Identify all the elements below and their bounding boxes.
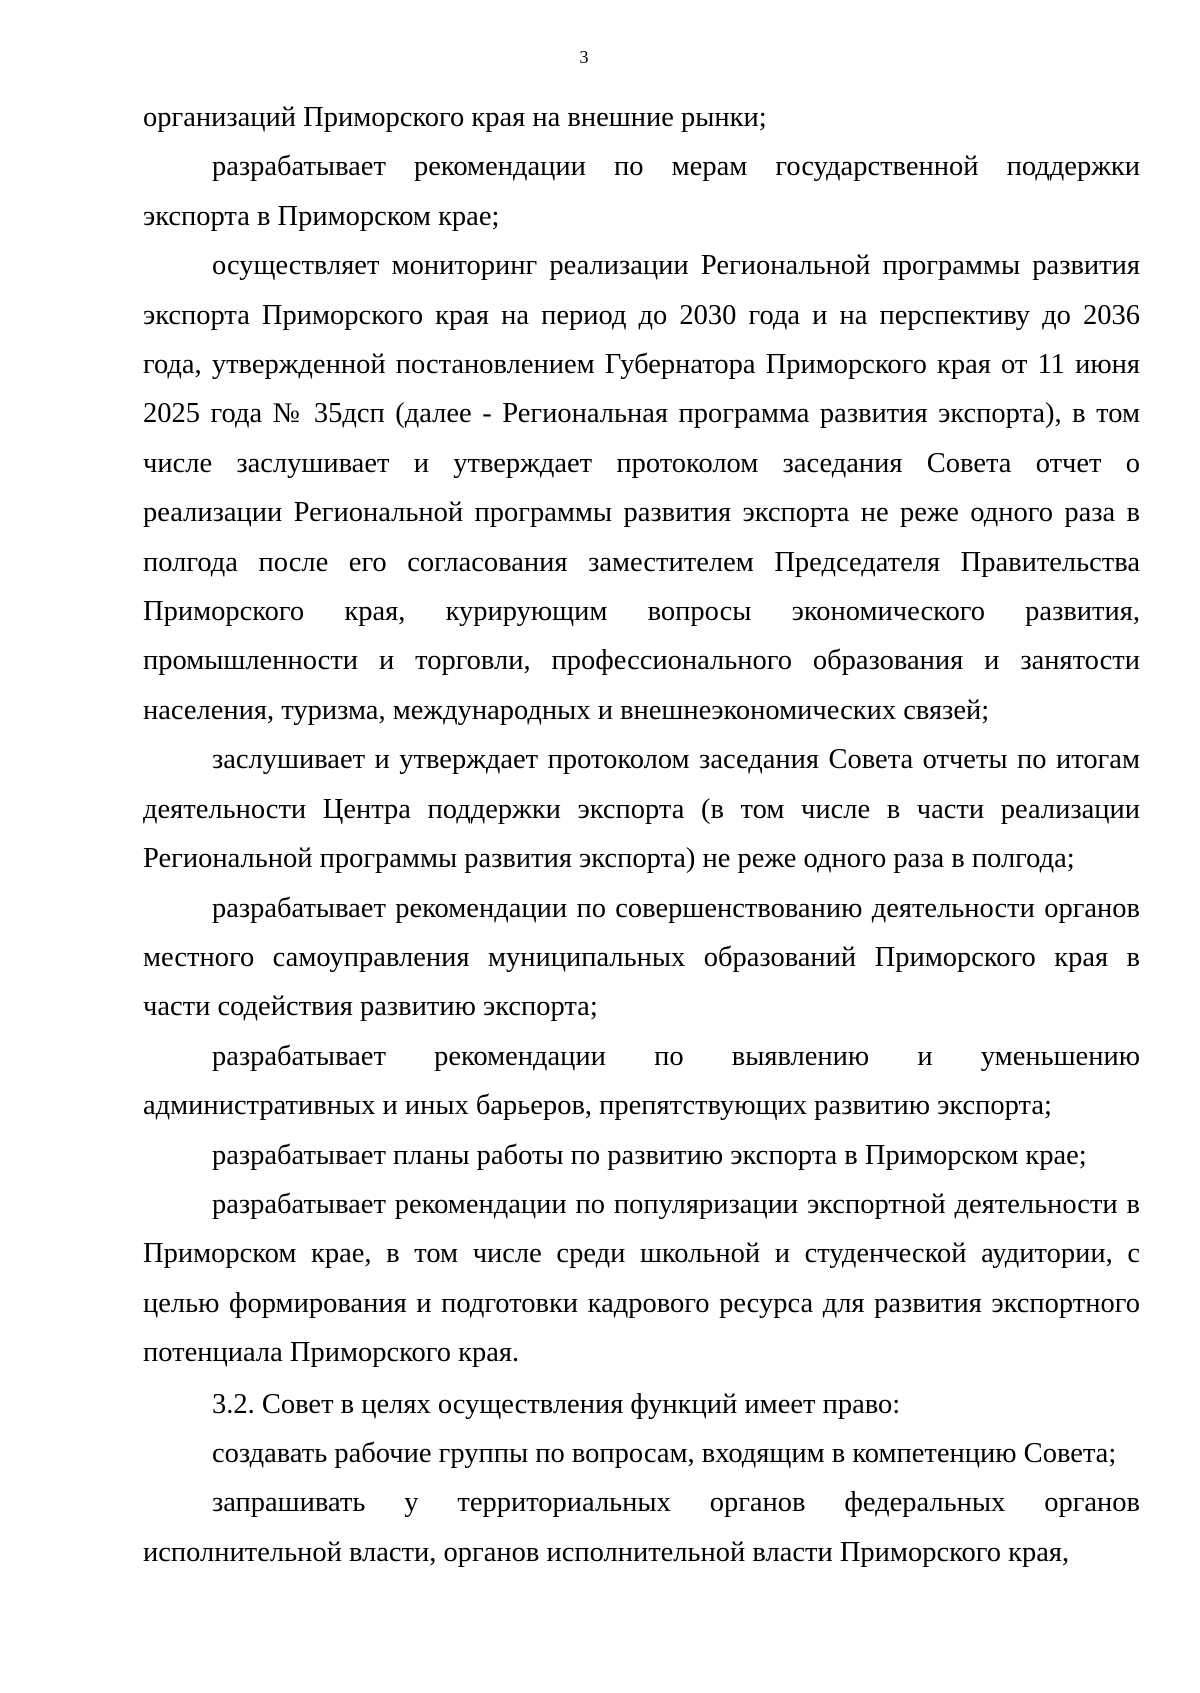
page-number: 3 (579, 47, 589, 67)
section-heading-3-2: 3.2. Совет в целях осуществления функций имеет право: (212, 1388, 901, 1420)
paragraph-work-plans: разрабатывает планы работы по развитию экспорта в Приморском крае; (212, 1139, 1087, 1171)
paragraph-barriers: разрабатывает рекомендации по выявлению и уменьшению административных и иных барьеров, препятствующих развитию экспорта; (143, 1040, 1140, 1122)
paragraph-reports: заслушивает и утверждает протоколом заседания Совета отчеты по итогам деятельности Центра поддержки экспорта (в том числе в части реализации Региональной программы развития экспорта) не реже одного раза в полгода; (143, 744, 1140, 875)
paragraph-continuation: организаций Приморского края на внешние рынки; (143, 102, 767, 133)
paragraph-popularization: разрабатывает рекомендации по популяризации экспортной деятельности в Приморском крае, в том числе среди школьной и студенческой аудитории, с целью формирования и подготовки кадрового ресурса для развития экспортного потенциала Приморского края. (143, 1188, 1140, 1369)
paragraph-local-government: разрабатывает рекомендации по совершенствованию деятельности органов местного самоуправления муниципальных образований Приморского края в части содействия развитию экспорта; (143, 892, 1140, 1023)
paragraph-monitoring: осуществляет мониторинг реализации Региональной программы развития экспорта Приморского края на период до 2030 года и на перспективу до 2036 года, утвержденной постановлением Губернатора Приморского края от 11 июня 2025 года № 35дсп (далее - Региональная программа развития экспорта), в том числе заслушивает и утверждает протоколом заседания Совета отчет о реализации Региональной программы развития экспорта не реже одного раза в полгода после его согласования заместителем Председателя Правительства Приморского края, курирующим вопросы экономического развития, промышленности и торговли, профессионального образования и занятости населения, туризма, международных и внешнеэкономических связей; (143, 250, 1140, 726)
paragraph-support-measures: разрабатывает рекомендации по мерам государственной поддержки экспорта в Приморском крае; (143, 151, 1140, 232)
document-body (143, 93, 1140, 1577)
paragraph-requests: запрашивать у территориальных органов федеральных органов исполнительной власти, органов исполнительной власти Приморского края, (143, 1487, 1140, 1568)
paragraph-working-groups: создавать рабочие группы по вопросам, входящим в компетенцию Совета; (212, 1437, 1117, 1469)
